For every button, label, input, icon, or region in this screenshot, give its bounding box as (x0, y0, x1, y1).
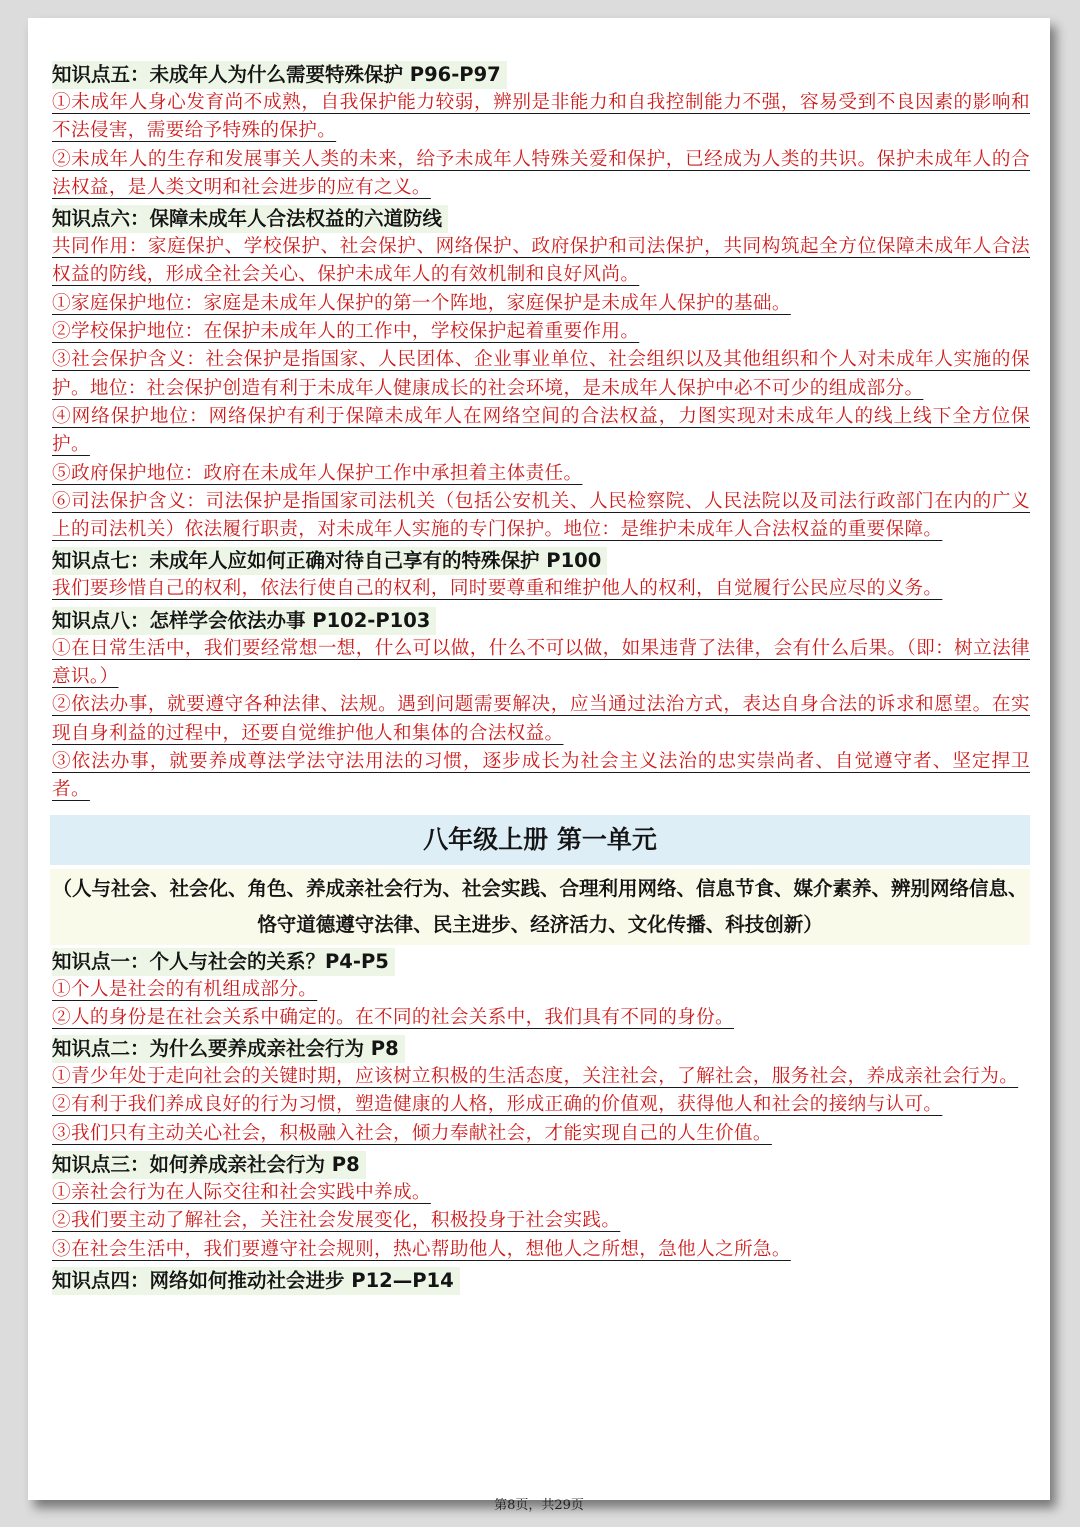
paragraph-text: ②人的身份是在社会关系中确定的。在不同的社会关系中，我们具有不同的身份。 (52, 1006, 734, 1028)
paragraph-text: ①家庭保护地位：家庭是未成年人保护的第一个阵地，家庭保护是未成年人保护的基础。 (52, 292, 791, 314)
sections-bottom (52, 945, 1030, 1295)
knowledge-paragraph (52, 1063, 1030, 1091)
knowledge-point (52, 544, 1030, 603)
paragraph-text: ②依法办事，就要遵守各种法律、法规。遇到问题需要解决，应当通过法治方式，表达自身合法的诉求和愿望。在实现自身利益的过程中，还要自觉维护他人和集体的合法权益。 (52, 694, 1030, 744)
knowledge-point-heading: 知识点三：如何养成亲社会行为 P8 (52, 1151, 366, 1179)
knowledge-point (52, 202, 1030, 544)
knowledge-paragraph (52, 403, 1030, 460)
knowledge-paragraph (52, 146, 1030, 203)
knowledge-paragraph (52, 318, 1030, 346)
sections-top (52, 58, 1030, 805)
paragraph-text: ④网络保护地位：网络保护有利于保障未成年人在网络空间的合法权益，力图实现对未成年人的线上线下全方位保护。 (52, 405, 1030, 456)
page-footer: 第8页，共29页 (494, 1498, 584, 1513)
paragraph-text: 共同作用：家庭保护、学校保护、社会保护、网络保护、政府保护和司法保护，共同构筑起全方位保障未成年人合法权益的防线，形成全社会关心、保护未成年人的有效机制和良好风尚。 (52, 236, 1030, 286)
knowledge-paragraph (52, 488, 1030, 545)
knowledge-paragraph (52, 1091, 1030, 1119)
paragraph-text: ①青少年处于走向社会的关键时期，应该树立积极的生活态度，关注社会，了解社会，服务社会，养成亲社会行为。 (52, 1066, 1019, 1088)
knowledge-point-heading: 知识点六：保障未成年人合法权益的六道防线 (52, 205, 448, 233)
paragraph-text: ①个人是社会的有机组成部分。 (52, 978, 318, 1000)
knowledge-point (52, 58, 1030, 202)
knowledge-point-heading: 知识点五：未成年人为什么需要特殊保护 P96-P97 (52, 61, 507, 89)
knowledge-paragraph (52, 346, 1030, 403)
knowledge-point-heading: 知识点一：个人与社会的关系？P4-P5 (52, 948, 395, 976)
knowledge-point-heading: 知识点四：网络如何推动社会进步 P12—P14 (52, 1267, 460, 1295)
page-content (52, 58, 1030, 1295)
knowledge-point (52, 1032, 1030, 1148)
document-page (28, 18, 1050, 1513)
knowledge-paragraph (52, 89, 1030, 146)
knowledge-paragraph (52, 1236, 1030, 1264)
paragraph-text: ⑤政府保护地位：政府在未成年人保护工作中承担着主体责任。 (52, 462, 583, 484)
knowledge-point (52, 604, 1030, 805)
paragraph-text: ③依法办事，就要养成尊法学法守法用法的习惯，逐步成长为社会主义法治的忠实崇尚者、自觉遵守者、坚定捍卫者。 (52, 750, 1030, 801)
knowledge-paragraph (52, 575, 1030, 603)
knowledge-paragraph (52, 1120, 1030, 1148)
knowledge-point (52, 945, 1030, 1033)
paragraph-text: ③在社会生活中，我们要遵守社会规则，热心帮助他人，想他人之所想，急他人之所急。 (52, 1238, 791, 1260)
unit-topics: （人与社会、社会化、角色、养成亲社会行为、社会实践、合理利用网络、信息节食、媒介素养、辨别网络信息、恪守道德遵守法律、民主进步、经济活力、文化传播、科技创新） (50, 869, 1030, 945)
knowledge-paragraph (52, 460, 1030, 488)
knowledge-point-heading: 知识点二：为什么要养成亲社会行为 P8 (52, 1035, 405, 1063)
paragraph-text: ⑥司法保护含义：司法保护是指国家司法机关（包括公安机关、人民检察院、人民法院以及司法行政部门在内的广义上的司法机关）依法履行职责，对未成年人实施的专门保护。地位：是维护未成年人合法权益的重要保障。 (52, 490, 1030, 541)
paragraph-text: ①亲社会行为在人际交往和社会实践中养成。 (52, 1182, 431, 1204)
knowledge-paragraph (52, 233, 1030, 290)
knowledge-paragraph (52, 1179, 1030, 1207)
paragraph-text: ①在日常生活中，我们要经常想一想，什么可以做，什么不可以做，如果违背了法律，会有什么后果。（即：树立法律意识。） (52, 637, 1030, 688)
paragraph-text: 我们要珍惜自己的权利，依法行使自己的权利，同时要尊重和维护他人的权利，自觉履行公民应尽的义务。 (52, 578, 943, 600)
knowledge-point (52, 1148, 1030, 1264)
unit-title: 八年级上册 第一单元 (50, 815, 1030, 865)
knowledge-point (52, 1264, 1030, 1295)
paragraph-text: ②有利于我们养成良好的行为习惯，塑造健康的人格，形成正确的价值观，获得他人和社会的接纳与认可。 (52, 1094, 943, 1116)
paragraph-text: ②我们要主动了解社会，关注社会发展变化，积极投身于社会实践。 (52, 1210, 621, 1232)
knowledge-paragraph (52, 290, 1030, 318)
knowledge-point-heading: 知识点七：未成年人应如何正确对待自己享有的特殊保护 P100 (52, 547, 607, 575)
knowledge-paragraph (52, 635, 1030, 692)
paragraph-text: ②学校保护地位：在保护未成年人的工作中，学校保护起着重要作用。 (52, 321, 640, 343)
knowledge-paragraph (52, 976, 1030, 1004)
knowledge-paragraph (52, 691, 1030, 748)
knowledge-paragraph (52, 1207, 1030, 1235)
knowledge-point-heading: 知识点八：怎样学会依法办事 P102-P103 (52, 607, 436, 635)
paragraph-text: ①未成年人身心发育尚不成熟，自我保护能力较弱，辨别是非能力和自我控制能力不强，容易受到不良因素的影响和不法侵害，需要给予特殊的保护。 (52, 92, 1030, 142)
paragraph-text: ②未成年人的生存和发展事关人类的未来，给予未成年人特殊关爱和保护，已经成为人类的共识。保护未成年人的合法权益，是人类文明和社会进步的应有之义。 (52, 148, 1030, 198)
knowledge-paragraph (52, 1004, 1030, 1032)
paragraph-text: ③我们只有主动关心社会，积极融入社会，倾力奉献社会，才能实现自己的人生价值。 (52, 1122, 772, 1144)
knowledge-paragraph (52, 748, 1030, 805)
paragraph-text: ③社会保护含义：社会保护是指国家、人民团体、企业事业单位、社会组织以及其他组织和个人对未成年人实施的保护。地位：社会保护创造有利于未成年人健康成长的社会环境，是未成年人保护中必不可少的组成部分。 (52, 349, 1030, 399)
